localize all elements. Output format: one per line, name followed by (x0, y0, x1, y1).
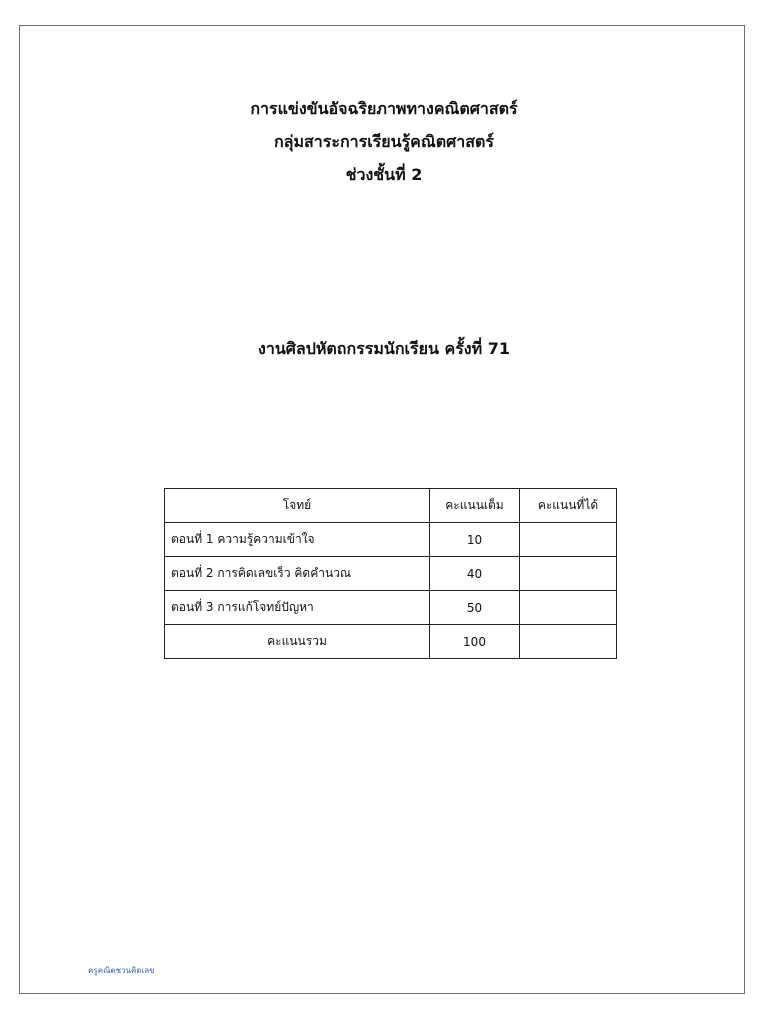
row-full-score: 10 (430, 523, 520, 557)
row-obtained-score (520, 557, 617, 591)
total-label: คะแนนรวม (165, 625, 430, 659)
header-full-score: คะแนนเต็ม (430, 489, 520, 523)
row-full-score: 40 (430, 557, 520, 591)
competition-title: การแข่งขันอัจฉริยภาพทางคณิตศาสตร์ (250, 99, 518, 118)
score-table (164, 488, 617, 659)
title-block (0, 92, 768, 191)
subject-group: กลุ่มสาระการเรียนรู้คณิตศาสตร์ (273, 132, 495, 151)
table-row (165, 591, 617, 625)
row-obtained-score (520, 523, 617, 557)
header-obtained-score: คะแนนที่ได้ (520, 489, 617, 523)
footer-text: ครูคณิตชวนคิดเลข (88, 966, 155, 975)
header-topic: โจทย์ (165, 489, 430, 523)
event-title: งานศิลปหัตถกรรมนักเรียน ครั้งที่ 71 (258, 339, 510, 358)
row-obtained-score (520, 591, 617, 625)
table-row (165, 557, 617, 591)
table-row (165, 523, 617, 557)
row-topic: ตอนที่ 1 ความรู้ความเข้าใจ (165, 523, 430, 557)
grade-level: ช่วงชั้นที่ 2 (345, 165, 423, 184)
table-header-row (165, 489, 617, 523)
row-full-score: 50 (430, 591, 520, 625)
row-topic: ตอนที่ 3 การแก้โจทย์ปัญหา (165, 591, 430, 625)
total-full-score: 100 (430, 625, 520, 659)
table-total-row (165, 625, 617, 659)
total-obtained-score (520, 625, 617, 659)
row-topic: ตอนที่ 2 การคิดเลขเร็ว คิดคำนวณ (165, 557, 430, 591)
